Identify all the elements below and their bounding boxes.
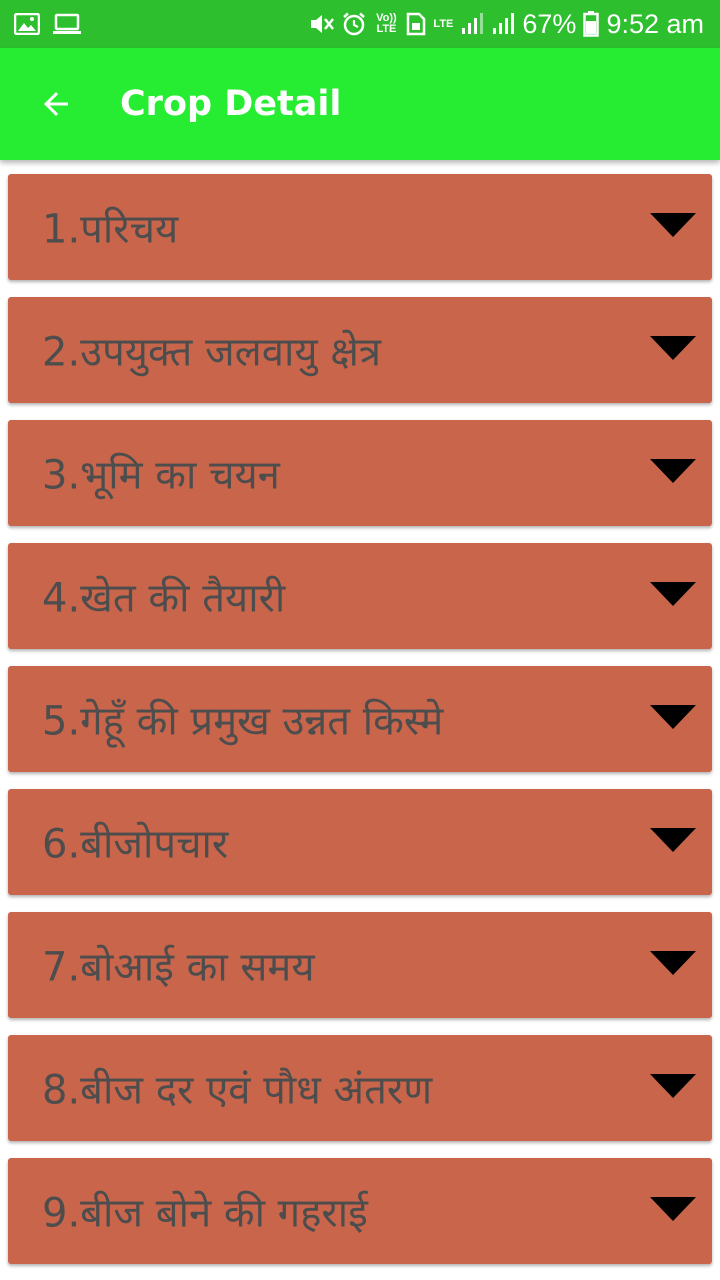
sim-icon xyxy=(406,12,426,36)
section-label: 3.भूमि का चयन xyxy=(42,452,280,499)
battery-percent: 67% xyxy=(522,8,577,39)
section-label: 6.बीजोपचार xyxy=(42,821,229,868)
status-bar-right xyxy=(302,9,704,40)
section-label: 5.गेहूँ की प्रमुख उन्नत किस्मे xyxy=(42,698,444,745)
section-item-5[interactable] xyxy=(8,666,712,772)
section-label: 1.परिचय xyxy=(42,206,179,253)
section-item-8[interactable] xyxy=(8,1035,712,1141)
battery-icon xyxy=(583,11,599,37)
lte-indicator: LTE xyxy=(433,17,454,30)
alarm-icon xyxy=(342,12,366,36)
dropdown-arrow-icon xyxy=(650,705,696,731)
section-label: 8.बीज दर एवं पौध अंतरण xyxy=(42,1067,433,1114)
section-item-2[interactable] xyxy=(8,297,712,403)
section-item-3[interactable] xyxy=(8,420,712,526)
signal-icon-2 xyxy=(491,12,515,36)
laptop-notification-icon xyxy=(52,13,82,35)
section-label: 4.खेत की तैयारी xyxy=(42,575,286,622)
dropdown-arrow-icon xyxy=(650,1197,696,1223)
clock: 9:52 am xyxy=(606,8,704,39)
volte-indicator: Vo)) LTE xyxy=(376,12,397,35)
dropdown-arrow-icon xyxy=(650,459,696,485)
image-notification-icon xyxy=(14,13,40,35)
dropdown-arrow-icon xyxy=(650,951,696,977)
section-item-7[interactable] xyxy=(8,912,712,1018)
section-label: 9.बीज बोने की गहराई xyxy=(42,1190,368,1237)
page-title: Crop Detail xyxy=(120,84,342,124)
section-item-6[interactable] xyxy=(8,789,712,895)
arrow-back-icon xyxy=(38,86,74,122)
section-label: 2.उपयुक्त जलवायु क्षेत्र xyxy=(42,329,382,376)
app-bar xyxy=(0,48,720,160)
dropdown-arrow-icon xyxy=(650,336,696,362)
mute-icon xyxy=(309,12,335,36)
dropdown-arrow-icon xyxy=(650,213,696,239)
section-item-4[interactable] xyxy=(8,543,712,649)
section-item-1[interactable] xyxy=(8,174,712,280)
section-item-9[interactable] xyxy=(8,1158,712,1264)
back-button[interactable] xyxy=(0,48,112,160)
section-label: 7.बोआई का समय xyxy=(42,944,315,991)
dropdown-arrow-icon xyxy=(650,828,696,854)
dropdown-arrow-icon xyxy=(650,582,696,608)
dropdown-arrow-icon xyxy=(650,1074,696,1100)
status-bar xyxy=(0,0,720,48)
signal-icon-1 xyxy=(460,12,484,36)
status-bar-left xyxy=(14,13,94,35)
